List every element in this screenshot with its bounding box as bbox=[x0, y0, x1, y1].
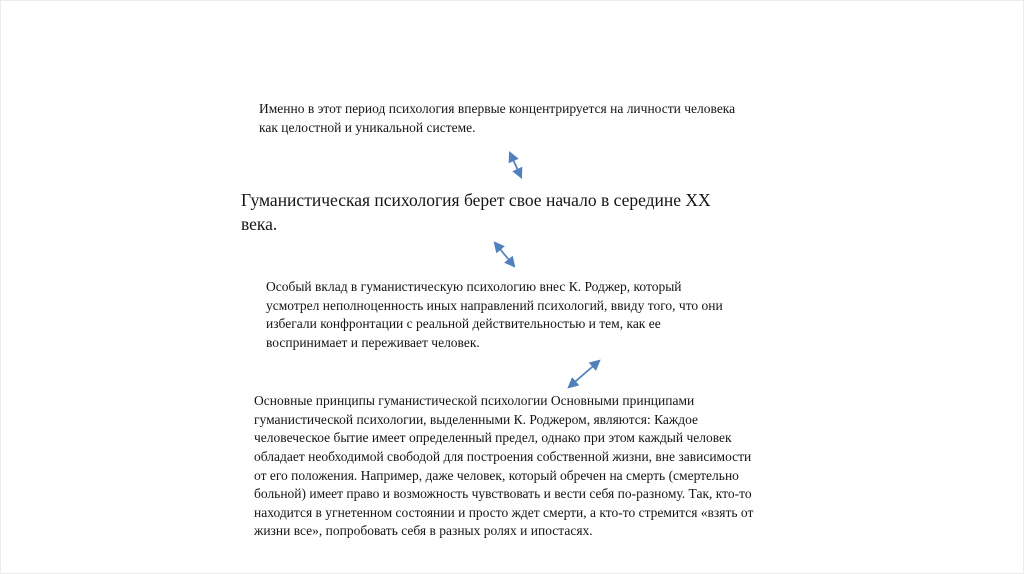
connector-arrow-1 bbox=[510, 153, 521, 177]
page-title: Гуманистическая психология берет свое начало в середине XX века. bbox=[241, 190, 711, 234]
intro-paragraph: Именно в этот период психология впервые концентрируется на личности человека как целостной и уникальной системе. bbox=[259, 101, 736, 135]
principles-paragraph: Основные принципы гуманистической психологии Основными принципами гуманистической психологии, выделенными К. Роджером, являются: Каждое человеческое бытие имеет определенный предел, однако при этом каждый человек обладает необходимой свободой для построения собственной жизни, вне зависимости от его положения. Например, даже человек, который обречен на смерть (смертельно больной) имеет право и возможность чувствовать и вести себя по-разному. Так, кто-то находится в угнетенном состоянии и просто ждет смерти, а кто-то стремится «взять от жизни все», попробовать себя в разных ролях и ипостасях. bbox=[254, 393, 754, 539]
rogers-paragraph: Особый вклад в гуманистическую психологию внес К. Роджер, который усмотрел неполноценность иных направлений психологий, ввиду того, что они избегали конфронтации с реальной действительностью и тем, как ее воспринимает и переживает человек. bbox=[266, 279, 723, 350]
connector-arrow-3 bbox=[569, 361, 599, 387]
connector-arrow-2 bbox=[495, 243, 514, 266]
